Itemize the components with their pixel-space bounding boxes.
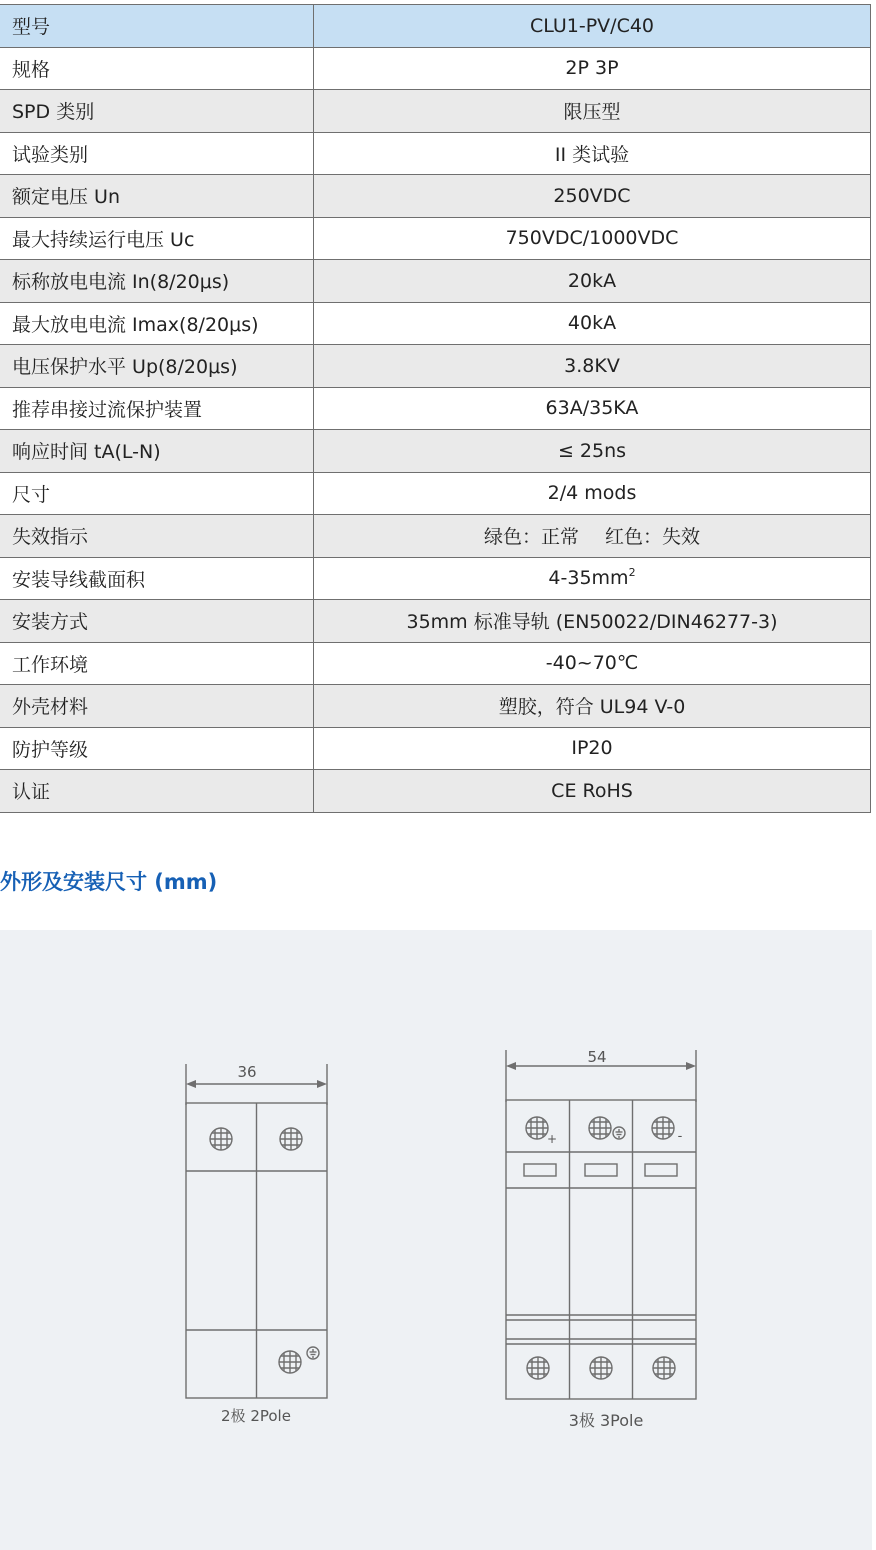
- spec-label: 试验类别: [0, 132, 314, 175]
- spec-value: 250VDC: [314, 175, 871, 218]
- spec-label: 最大持续运行电压 Uc: [0, 217, 314, 260]
- terminal-screw-icon: [280, 1128, 302, 1150]
- spec-row: [0, 90, 871, 133]
- spec-label: 推荐串接过流保护装置: [0, 387, 314, 430]
- superscript: 2: [628, 566, 636, 580]
- spec-value: 限压型: [314, 90, 871, 133]
- spec-value: 塑胶，符合 UL94 V-0: [314, 685, 871, 728]
- spec-row: [0, 387, 871, 430]
- spec-value: [314, 557, 871, 600]
- terminal-screw-icon: [652, 1117, 674, 1139]
- terminal-screw-icon: [653, 1357, 675, 1379]
- dimension-drawing: [0, 930, 872, 1550]
- spec-row: [0, 727, 871, 770]
- spec-value: 35mm 标准导轨 (EN50022/DIN46277-3): [314, 600, 871, 643]
- spec-row: [0, 642, 871, 685]
- spec-value: II 类试验: [314, 132, 871, 175]
- three-pole-housing: [506, 1100, 696, 1399]
- spec-label: 外壳材料: [0, 685, 314, 728]
- spec-label: 安装方式: [0, 600, 314, 643]
- terminal-screw-icon: [527, 1357, 549, 1379]
- minus-sign-label: -: [677, 1129, 683, 1144]
- spec-label: 额定电压 Un: [0, 175, 314, 218]
- spec-label: 尺寸: [0, 472, 314, 515]
- spec-row: [0, 5, 871, 48]
- spec-value: 20kA: [314, 260, 871, 303]
- plus-sign-label: +: [546, 1132, 558, 1146]
- ground-icon: [307, 1347, 319, 1359]
- dimension-drawing-panel: [0, 930, 872, 1550]
- terminal-screw-icon: [210, 1128, 232, 1150]
- spec-row: [0, 685, 871, 728]
- wire-size-text: 4-35mm: [548, 567, 629, 590]
- spec-value: -40~70℃: [314, 642, 871, 685]
- spec-row: [0, 600, 871, 643]
- two-pole-caption: 2极 2Pole: [221, 1407, 291, 1425]
- spec-label: 响应时间 tA(L-N): [0, 430, 314, 473]
- spec-value: CLU1-PV/C40: [314, 5, 871, 48]
- two-pole-drawing: [186, 1063, 327, 1425]
- spec-label: 规格: [0, 47, 314, 90]
- status-window: [524, 1164, 556, 1176]
- terminal-screw-icon: [590, 1357, 612, 1379]
- spec-value: 63A/35KA: [314, 387, 871, 430]
- status-fail-text: 红色：失效: [605, 526, 701, 549]
- three-pole-caption: 3极 3Pole: [568, 1411, 644, 1430]
- spec-label: 最大放电电流 Imax(8/20μs): [0, 302, 314, 345]
- spec-row: [0, 217, 871, 260]
- spec-row: [0, 47, 871, 90]
- spec-value: 2/4 mods: [314, 472, 871, 515]
- ground-icon: [613, 1127, 625, 1139]
- spec-label: 安装导线截面积: [0, 557, 314, 600]
- spec-row: [0, 770, 871, 813]
- status-window: [645, 1164, 677, 1176]
- status-window: [585, 1164, 617, 1176]
- spec-value: [314, 515, 871, 558]
- spec-row: [0, 302, 871, 345]
- spec-row: [0, 175, 871, 218]
- spec-row: [0, 430, 871, 473]
- spec-row: [0, 345, 871, 388]
- spec-value: 750VDC/1000VDC: [314, 217, 871, 260]
- spec-row: [0, 260, 871, 303]
- spec-label: 失效指示: [0, 515, 314, 558]
- terminal-screw-icon: [526, 1117, 548, 1139]
- spec-value: ≤ 25ns: [314, 430, 871, 473]
- spec-label: 标称放电电流 In(8/20μs): [0, 260, 314, 303]
- spec-row: [0, 515, 871, 558]
- spec-label: 防护等级: [0, 727, 314, 770]
- section-title: 外形及安装尺寸 (mm): [0, 870, 218, 894]
- spec-label: 型号: [0, 5, 314, 48]
- terminal-screw-icon: [589, 1117, 611, 1139]
- spec-table: [0, 4, 871, 813]
- spec-value: IP20: [314, 727, 871, 770]
- spec-label: SPD 类别: [0, 90, 314, 133]
- spec-row: [0, 132, 871, 175]
- spec-label: 认证: [0, 770, 314, 813]
- terminal-screw-icon: [279, 1351, 301, 1373]
- spec-value: 2P 3P: [314, 47, 871, 90]
- spec-value: 3.8KV: [314, 345, 871, 388]
- spec-label: 工作环境: [0, 642, 314, 685]
- spec-value: CE RoHS: [314, 770, 871, 813]
- spec-row: [0, 557, 871, 600]
- three-pole-width-dimension: 54: [587, 1048, 607, 1066]
- status-normal-text: 绿色：正常: [483, 526, 579, 549]
- spec-table-body: [0, 5, 871, 813]
- spec-value: 40kA: [314, 302, 871, 345]
- spec-row: [0, 472, 871, 515]
- three-pole-drawing: [506, 1048, 696, 1430]
- two-pole-width-dimension: 36: [237, 1063, 257, 1081]
- spec-label: 电压保护水平 Up(8/20μs): [0, 345, 314, 388]
